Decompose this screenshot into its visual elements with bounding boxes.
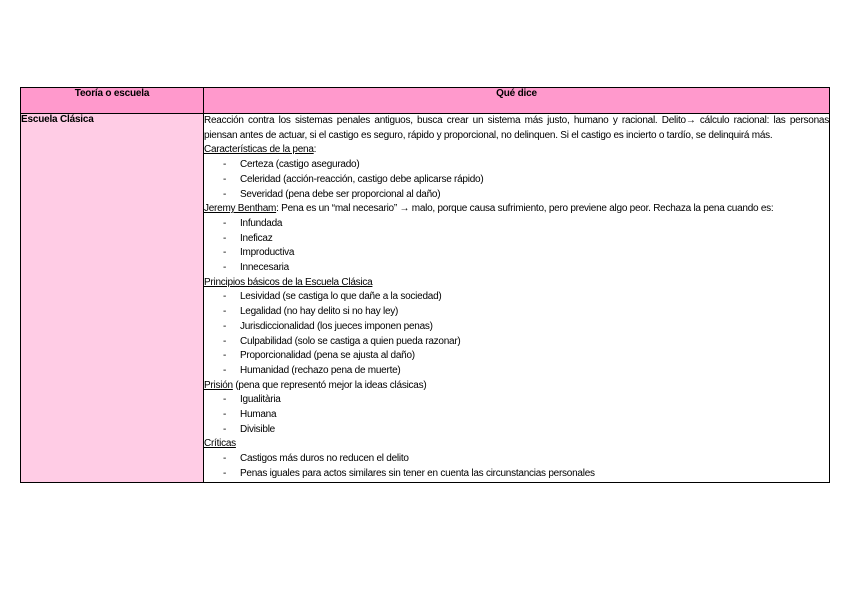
list-item: - Infundada — [204, 217, 829, 232]
list-item: - Certeza (castigo asegurado) — [204, 158, 829, 173]
caracteristicas-heading — [204, 143, 829, 158]
list-item: - Severidad (pena debe ser proporcional al daño) — [204, 188, 829, 203]
prision-heading — [204, 379, 829, 394]
caracteristicas-list — [204, 158, 829, 202]
list-item: - Innecesaria — [204, 261, 829, 276]
list-item: - Legalidad (no hay delito si no hay ley) — [204, 305, 829, 320]
school-description — [204, 114, 830, 483]
bentham-text: : Pena es un “mal necesario” → malo, porque causa sufrimiento, pero previene algo peor. Rechaza la pena cuando es: — [276, 203, 774, 215]
list-item: - Improductiva — [204, 246, 829, 261]
bentham-list — [204, 217, 829, 276]
principios-list — [204, 290, 829, 378]
list-item: - Humana — [204, 408, 829, 423]
list-item: - Igualitària — [204, 393, 829, 408]
school-name: Escuela Clásica — [21, 114, 204, 483]
bentham-paragraph — [204, 202, 829, 217]
list-item: - Lesividad (se castiga lo que dañe a la sociedad) — [204, 290, 829, 305]
list-item: - Celeridad (acción-reacción, castigo debe aplicarse rápido) — [204, 173, 829, 188]
prision-text: (pena que representó mejor la ideas clásicas) — [232, 379, 427, 391]
list-item: - Jurisdiccionalidad (los jueces imponen penas) — [204, 320, 829, 335]
bentham-name: Jeremy Bentham — [204, 203, 277, 215]
caracteristicas-title: Características de la pena — [204, 144, 314, 156]
list-item: - Castigos más duros no reducen el delito — [204, 452, 829, 467]
header-what-it-says: Qué dice — [204, 88, 830, 114]
prision-title: Prisión — [204, 379, 233, 391]
prision-list — [204, 393, 829, 437]
criticas-heading — [204, 437, 829, 452]
criticas-list — [204, 452, 829, 481]
list-item: - Humanidad (rechazo pena de muerte) — [204, 364, 829, 379]
list-item: - Divisible — [204, 423, 829, 438]
table-row — [21, 114, 830, 483]
principios-title: Principios básicos de la Escuela Clásica — [204, 276, 373, 288]
intro-paragraph: Reacción contra los sistemas penales antiguos, busca crear un sistema más justo, humano y racional. Delito→ cálculo racional: las personas piensan antes de actuar, si el castigo es seguro, rápido y proporcional, no delinquen. Si el castigo es incierto o tardío, se delinquirá más. — [204, 115, 829, 141]
list-item: - Proporcionalidad (pena se ajusta al daño) — [204, 349, 829, 364]
list-item: - Culpabilidad (solo se castiga a quien pueda razonar) — [204, 335, 829, 350]
caracteristicas-suffix: : — [313, 144, 317, 156]
school-theory-table — [20, 87, 830, 483]
principios-heading — [204, 276, 829, 291]
table-header-row — [21, 88, 830, 114]
criticas-title: Críticas — [204, 438, 236, 450]
header-theory: Teoría o escuela — [21, 88, 204, 114]
list-item: - Penas iguales para actos similares sin tener en cuenta las circunstancias personales — [204, 467, 829, 482]
list-item: - Ineficaz — [204, 232, 829, 247]
